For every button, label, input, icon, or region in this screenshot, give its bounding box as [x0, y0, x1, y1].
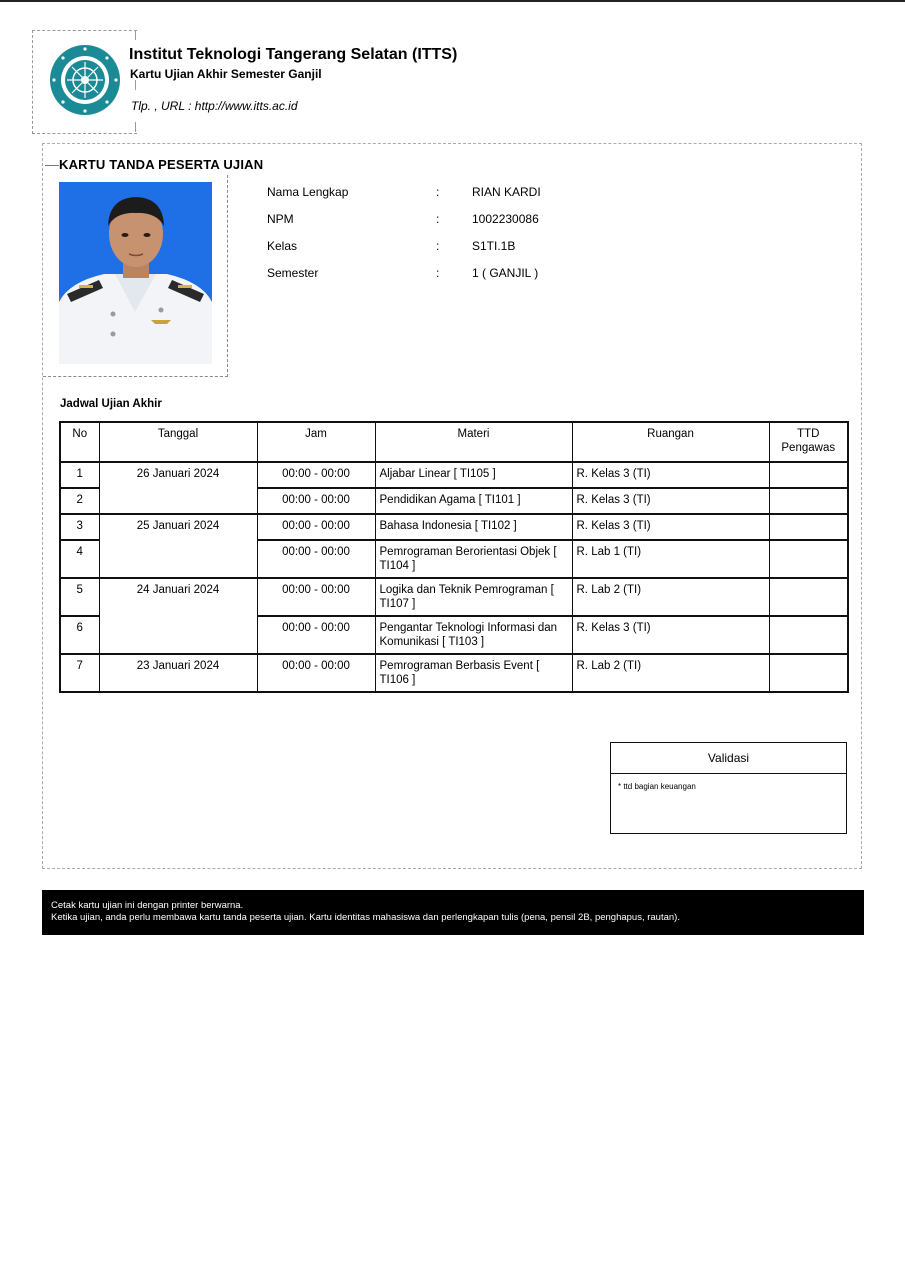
- frame-tick: [135, 30, 136, 40]
- table-row: [60, 462, 848, 488]
- validation-box: [610, 742, 847, 834]
- row-signature: [769, 514, 848, 540]
- row-subject: Pendidikan Agama [ TI101 ]: [375, 488, 572, 514]
- row-date: 25 Januari 2024: [99, 514, 257, 578]
- field-separator: :: [436, 185, 440, 199]
- row-room: R. Kelas 3 (TI): [572, 488, 769, 514]
- row-signature: [769, 654, 848, 692]
- row-room: R. Kelas 3 (TI): [572, 462, 769, 488]
- row-time: 00:00 - 00:00: [257, 462, 375, 488]
- validation-note: * ttd bagian keuangan: [618, 782, 696, 791]
- row-no: 3: [60, 514, 99, 540]
- row-signature: [769, 616, 848, 654]
- footer-line-1: Cetak kartu ujian ini dengan printer berwarna.: [51, 900, 244, 911]
- field-value: S1TI.1B: [472, 239, 516, 253]
- field-label: Kelas: [267, 239, 298, 253]
- row-date: 24 Januari 2024: [99, 578, 257, 654]
- footer-notice: [42, 890, 864, 935]
- table-row: [60, 514, 848, 540]
- row-subject: Pemrograman Berorientasi Objek [ TI104 ]: [375, 540, 572, 578]
- field-value: 1002230086: [472, 212, 539, 226]
- row-room: R. Kelas 3 (TI): [572, 514, 769, 540]
- header-no: No: [60, 422, 99, 462]
- row-room: R. Lab 2 (TI): [572, 654, 769, 692]
- header-time: Jam: [257, 422, 375, 462]
- top-border-line: [0, 0, 905, 2]
- row-signature: [769, 462, 848, 488]
- table-row: [60, 578, 848, 616]
- card-subtitle: Kartu Ujian Akhir Semester Ganjil: [130, 67, 322, 81]
- row-time: 00:00 - 00:00: [257, 540, 375, 578]
- row-no: 7: [60, 654, 99, 692]
- row-room: R. Lab 2 (TI): [572, 578, 769, 616]
- row-subject: Logika dan Teknik Pemrograman [ TI107 ]: [375, 578, 572, 616]
- validation-title: Validasi: [611, 743, 846, 774]
- footer-line-2: Ketika ujian, anda perlu membawa kartu tanda peserta ujian. Kartu identitas mahasiswa dan perlengkapan tulis (pena, pensil 2B, penghapus, rautan).: [51, 912, 680, 923]
- row-time: 00:00 - 00:00: [257, 514, 375, 540]
- student-photo: [59, 182, 212, 364]
- field-label: Semester: [267, 266, 319, 280]
- contact-info: Tlp. , URL : http://www.itts.ac.id: [131, 99, 298, 113]
- row-time: 00:00 - 00:00: [257, 654, 375, 692]
- row-room: R. Lab 1 (TI): [572, 540, 769, 578]
- row-no: 1: [60, 462, 99, 488]
- field-value: RIAN KARDI: [472, 185, 541, 199]
- row-no: 2: [60, 488, 99, 514]
- table-header-row: [60, 422, 848, 462]
- table-row: [60, 654, 848, 692]
- frame-tick: [135, 80, 136, 90]
- row-no: 4: [60, 540, 99, 578]
- field-label: NPM: [267, 212, 294, 226]
- row-subject: Bahasa Indonesia [ TI102 ]: [375, 514, 572, 540]
- field-label: Nama Lengkap: [267, 185, 349, 199]
- row-date: 26 Januari 2024: [99, 462, 257, 514]
- row-no: 6: [60, 616, 99, 654]
- card-title: KARTU TANDA PESERTA UJIAN: [59, 157, 264, 172]
- header-room: Ruangan: [572, 422, 769, 462]
- field-separator: :: [436, 239, 440, 253]
- field-separator: :: [436, 212, 440, 226]
- header-subject: Materi: [375, 422, 572, 462]
- header-signature: TTD Pengawas: [769, 422, 848, 462]
- row-time: 00:00 - 00:00: [257, 488, 375, 514]
- schedule-title: Jadwal Ujian Akhir: [60, 398, 162, 410]
- row-signature: [769, 488, 848, 514]
- field-separator: :: [436, 266, 440, 280]
- title-lead-line: [45, 165, 59, 166]
- frame-tick: [135, 122, 136, 132]
- field-value: 1 ( GANJIL ): [472, 266, 539, 280]
- row-signature: [769, 540, 848, 578]
- row-subject: Pemrograman Berbasis Event [ TI106 ]: [375, 654, 572, 692]
- header-date: Tanggal: [99, 422, 257, 462]
- row-signature: [769, 578, 848, 616]
- row-time: 00:00 - 00:00: [257, 578, 375, 616]
- row-subject: Aljabar Linear [ TI105 ]: [375, 462, 572, 488]
- row-no: 5: [60, 578, 99, 616]
- exam-schedule-table: [59, 421, 849, 693]
- row-subject: Pengantar Teknologi Informasi dan Komunikasi [ TI103 ]: [375, 616, 572, 654]
- row-date: 23 Januari 2024: [99, 654, 257, 692]
- institution-logo: [49, 44, 121, 116]
- institution-name: Institut Teknologi Tangerang Selatan (ITTS): [129, 46, 458, 63]
- row-time: 00:00 - 00:00: [257, 616, 375, 654]
- row-room: R. Kelas 3 (TI): [572, 616, 769, 654]
